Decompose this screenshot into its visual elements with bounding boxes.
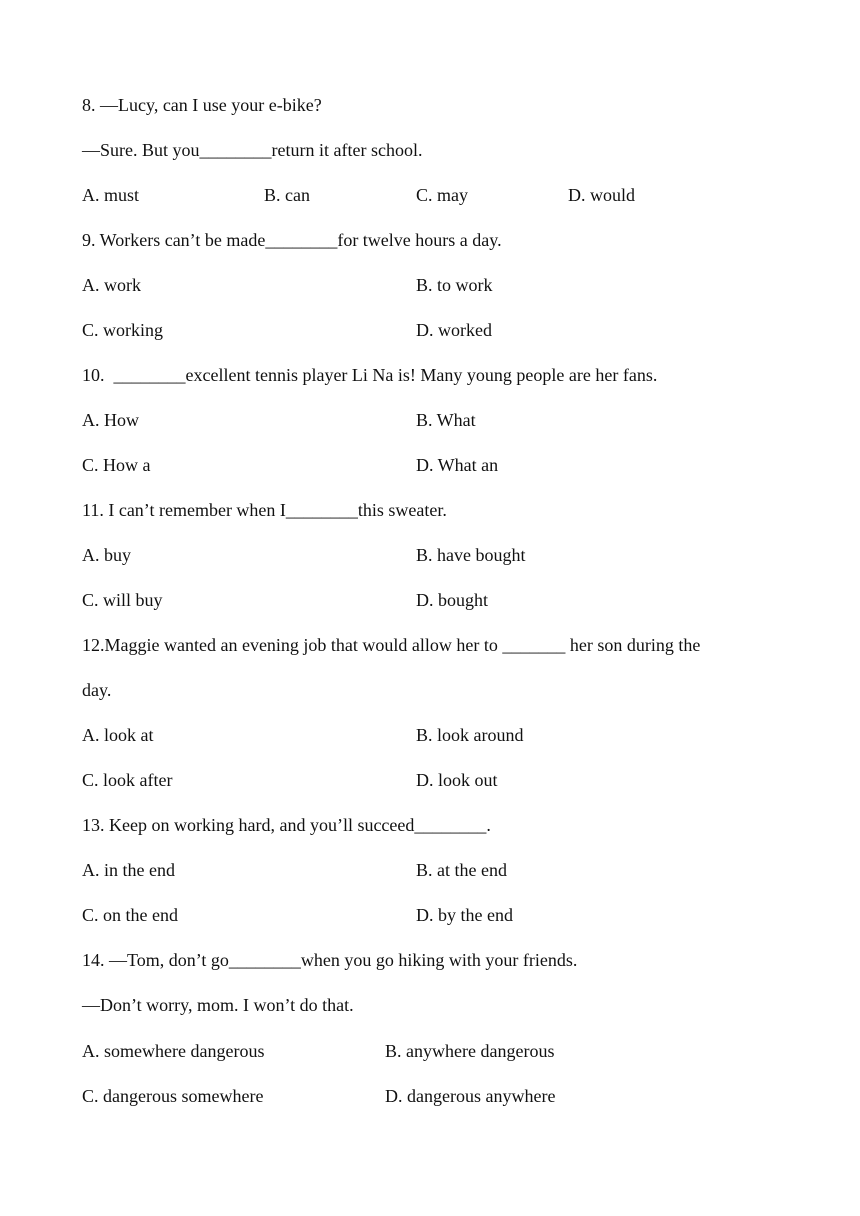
q11-option-a: A. buy <box>82 545 131 565</box>
q13-option-d: D. by the end <box>416 905 513 925</box>
q11-stem: 11. I can’t remember when I________this sweater. <box>82 500 447 520</box>
q14-option-a: A. somewhere dangerous <box>82 1041 265 1061</box>
q10-option-a: A. How <box>82 410 139 430</box>
q14-option-b: B. anywhere dangerous <box>385 1041 555 1061</box>
q8-option-d: D. would <box>568 185 635 205</box>
q10-stem: 10. ________excellent tennis player Li Na is! Many young people are her fans. <box>82 365 658 385</box>
q8-option-b: B. can <box>264 185 310 205</box>
q8-option-a: A. must <box>82 185 140 205</box>
q12-option-b: B. look around <box>416 725 524 745</box>
q14-option-d: D. dangerous anywhere <box>385 1086 556 1106</box>
q9-option-c: C. working <box>82 320 163 340</box>
q13-stem: 13. Keep on working hard, and you’ll succeed________. <box>82 815 491 835</box>
q12-stem-line-1: 12.Maggie wanted an evening job that would allow her to _______ her son during the <box>82 635 701 655</box>
q12-option-d: D. look out <box>416 770 498 790</box>
q9-option-a: A. work <box>82 275 141 295</box>
q11-option-b: B. have bought <box>416 545 526 565</box>
q9-option-d: D. worked <box>416 320 492 340</box>
q8-option-c: C. may <box>416 185 468 205</box>
q8-stem-line-1: 8. —Lucy, can I use your e-bike? <box>82 95 322 115</box>
q14-option-c: C. dangerous somewhere <box>82 1086 264 1106</box>
q11-option-d: D. bought <box>416 590 488 610</box>
q12-option-c: C. look after <box>82 770 173 790</box>
q10-option-b: B. What <box>416 410 476 430</box>
q14-stem-line-1: 14. —Tom, don’t go________when you go hiking with your friends. <box>82 950 578 970</box>
q13-option-c: C. on the end <box>82 905 178 925</box>
q8-stem-line-2: —Sure. But you________return it after school. <box>82 140 423 160</box>
q12-option-a: A. look at <box>82 725 154 745</box>
q10-option-d: D. What an <box>416 455 499 475</box>
q9-option-b: B. to work <box>416 275 493 295</box>
q12-stem-line-2: day. <box>82 680 112 700</box>
q13-option-b: B. at the end <box>416 860 507 880</box>
q13-option-a: A. in the end <box>82 860 175 880</box>
q11-option-c: C. will buy <box>82 590 163 610</box>
q14-stem-line-2: —Don’t worry, mom. I won’t do that. <box>82 995 354 1015</box>
q9-stem: 9. Workers can’t be made________for twelve hours a day. <box>82 230 502 250</box>
q10-option-c: C. How a <box>82 455 151 475</box>
